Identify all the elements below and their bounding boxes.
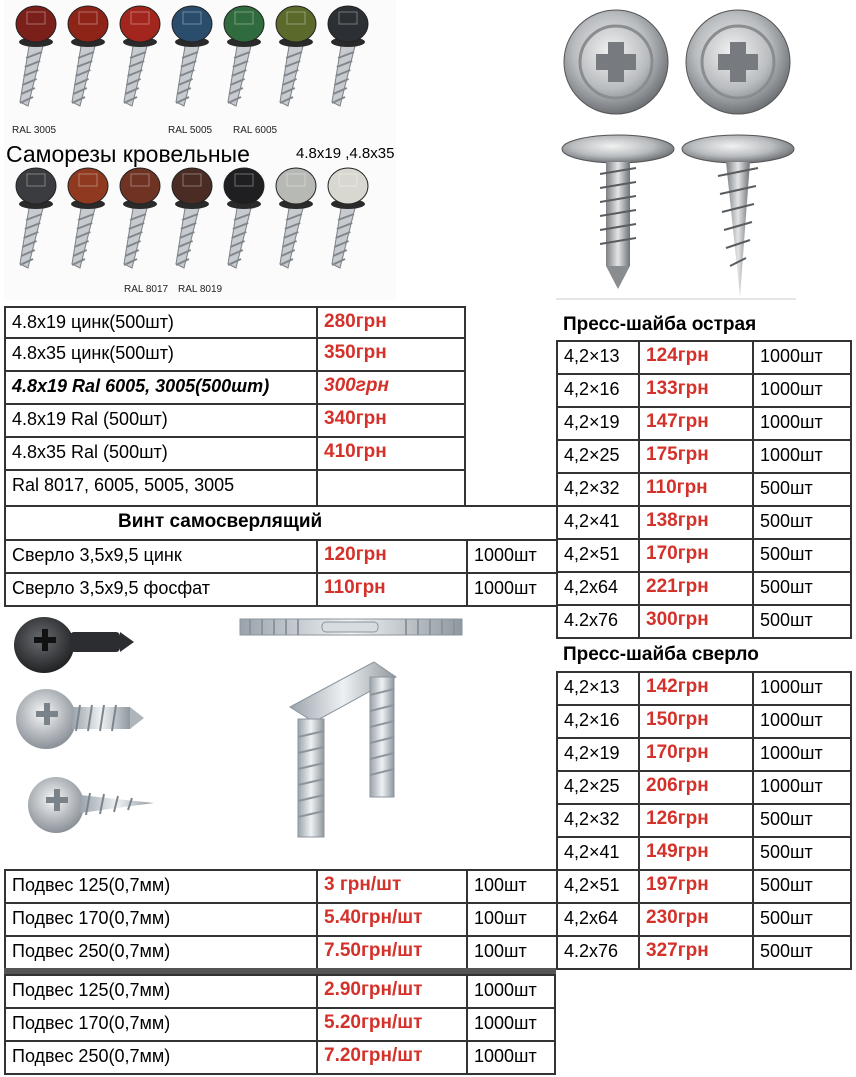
press-drill-row-6-price: 149грн: [638, 836, 754, 871]
roofing-title: Саморезы кровельные: [6, 141, 250, 167]
press-drill-row-5-price: 126грн: [638, 803, 754, 838]
hanger-bulk-row-1-name: Подвес 125(0,7мм): [4, 974, 318, 1009]
drill-screw-title: Винт самосверлящий: [118, 511, 323, 532]
drill-row-2-name: Сверло 3,5x9,5 фосфат: [4, 572, 318, 607]
roofing-row-1-name: 4.8x19 цинк(500шт): [4, 306, 318, 339]
roofing-row-4-name: 4.8x19 Ral (500шт): [4, 403, 318, 438]
press-sharp-row-4-qty: 1000шт: [752, 439, 852, 474]
roofing-row-3-name: 4.8x19 Ral 6005, 3005(500шт): [4, 370, 318, 405]
press-drill-row-2-size: 4,2×16: [556, 704, 640, 739]
roofing-row-6-price: [316, 469, 466, 507]
press-sharp-row-3-size: 4,2×19: [556, 406, 640, 441]
press-sharp-row-7-price: 170грн: [638, 538, 754, 573]
press-sharp-row-3-price: 147грн: [638, 406, 754, 441]
ral-label-8017: RAL 8017: [124, 284, 169, 295]
press-drill-title: Пресс-шайба сверло: [563, 644, 759, 665]
press-drill-row-4-qty: 1000шт: [752, 770, 852, 805]
press-sharp-row-4-price: 175грн: [638, 439, 754, 474]
roofing-screws-photo: [4, 0, 396, 300]
press-drill-row-9-price: 327грн: [638, 935, 754, 970]
drill-row-2-qty: 1000шт: [466, 572, 558, 607]
press-sharp-row-5-size: 4,2×32: [556, 472, 640, 507]
roofing-row-5-price: 410грн: [316, 436, 466, 471]
roofing-row-3-price: 300грн: [316, 370, 466, 405]
press-sharp-row-2-qty: 1000шт: [752, 373, 852, 408]
drill-row-1-name: Сверло 3,5x9,5 цинк: [4, 539, 318, 574]
screws-and-hanger-illustration: [4, 607, 558, 869]
hanger-bulk-row-2-price: 5.20грн/шт: [316, 1007, 468, 1042]
press-drill-row-7-size: 4,2×51: [556, 869, 640, 904]
roofing-row-2-price: 350грн: [316, 337, 466, 372]
press-drill-row-3-price: 170грн: [638, 737, 754, 772]
drill-row-2-price: 110грн: [316, 572, 468, 607]
press-drill-row-9-qty: 500шт: [752, 935, 852, 970]
press-sharp-title: Пресс-шайба острая: [563, 314, 757, 335]
drill-row-1-qty: 1000шт: [466, 539, 558, 574]
press-drill-row-2-qty: 1000шт: [752, 704, 852, 739]
press-sharp-row-7-qty: 500шт: [752, 538, 852, 573]
ral-label-6005: RAL 6005: [233, 125, 278, 136]
press-sharp-row-6-qty: 500шт: [752, 505, 852, 540]
hanger-bulk-row-1-price: 2.90грн/шт: [316, 974, 468, 1009]
press-drill-row-5-size: 4,2×32: [556, 803, 640, 838]
hanger-unit-row-1-qty: 100шт: [466, 869, 558, 904]
press-drill-row-6-size: 4,2×41: [556, 836, 640, 871]
press-drill-row-2-price: 150грн: [638, 704, 754, 739]
roofing-row-2-name: 4.8x35 цинк(500шт): [4, 337, 318, 372]
press-sharp-row-2-size: 4,2×16: [556, 373, 640, 408]
press-drill-row-8-price: 230грн: [638, 902, 754, 937]
press-drill-row-8-size: 4,2x64: [556, 902, 640, 937]
press-drill-row-3-size: 4,2×19: [556, 737, 640, 772]
press-sharp-row-9-price: 300грн: [638, 604, 754, 639]
press-drill-row-3-qty: 1000шт: [752, 737, 852, 772]
hanger-unit-row-1-price: 3 грн/шт: [316, 869, 468, 904]
press-sharp-row-6-price: 138грн: [638, 505, 754, 540]
hanger-bulk-row-3-price: 7.20грн/шт: [316, 1040, 468, 1075]
hanger-bulk-row-3-qty: 1000шт: [466, 1040, 556, 1075]
press-sharp-row-1-qty: 1000шт: [752, 340, 852, 375]
press-sharp-row-9-qty: 500шт: [752, 604, 852, 639]
press-drill-row-9-size: 4.2x76: [556, 935, 640, 970]
press-sharp-row-1-size: 4,2×13: [556, 340, 640, 375]
ral-label-3005: RAL 3005: [12, 125, 57, 136]
press-drill-row-5-qty: 500шт: [752, 803, 852, 838]
press-sharp-row-5-price: 110грн: [638, 472, 754, 507]
press-drill-row-1-price: 142грн: [638, 671, 754, 706]
ral-label-5005: RAL 5005: [168, 125, 213, 136]
press-sharp-row-8-qty: 500шт: [752, 571, 852, 606]
press-drill-row-1-size: 4,2×13: [556, 671, 640, 706]
press-sharp-row-4-size: 4,2×25: [556, 439, 640, 474]
hanger-bulk-row-2-name: Подвес 170(0,7мм): [4, 1007, 318, 1042]
press-drill-row-4-size: 4,2×25: [556, 770, 640, 805]
press-drill-row-8-qty: 500шт: [752, 902, 852, 937]
press-drill-row-7-qty: 500шт: [752, 869, 852, 904]
hanger-unit-row-2-price: 5.40грн/шт: [316, 902, 468, 937]
hanger-unit-row-1-name: Подвес 125(0,7мм): [4, 869, 318, 904]
roofing-row-4-price: 340грн: [316, 403, 466, 438]
press-sharp-row-6-size: 4,2×41: [556, 505, 640, 540]
roofing-row-6-name: Ral 8017, 6005, 5005, 3005: [4, 469, 318, 507]
press-drill-row-6-qty: 500шт: [752, 836, 852, 871]
screws-and-hanger-photo: [4, 607, 558, 869]
press-sharp-row-9-size: 4.2x76: [556, 604, 640, 639]
drill-row-1-price: 120грн: [316, 539, 468, 574]
press-sharp-row-1-price: 124грн: [638, 340, 754, 375]
hanger-bulk-row-2-qty: 1000шт: [466, 1007, 556, 1042]
press-sharp-row-8-price: 221грн: [638, 571, 754, 606]
hanger-bulk-row-3-name: Подвес 250(0,7мм): [4, 1040, 318, 1075]
roofing-sizes: 4.8x19 ,4.8x35: [296, 145, 395, 162]
press-sharp-row-7-size: 4,2×51: [556, 538, 640, 573]
press-drill-row-1-qty: 1000шт: [752, 671, 852, 706]
press-sharp-row-2-price: 133грн: [638, 373, 754, 408]
hanger-unit-row-3-price: 7.50грн/шт: [316, 935, 468, 970]
hanger-bulk-row-1-qty: 1000шт: [466, 974, 556, 1009]
press-drill-row-7-price: 197грн: [638, 869, 754, 904]
press-washer-illustration: [556, 4, 796, 300]
hanger-unit-row-2-qty: 100шт: [466, 902, 558, 937]
press-sharp-row-5-qty: 500шт: [752, 472, 852, 507]
press-sharp-row-3-qty: 1000шт: [752, 406, 852, 441]
press-drill-row-4-price: 206грн: [638, 770, 754, 805]
press-sharp-row-8-size: 4,2x64: [556, 571, 640, 606]
roofing-row-1-price: 280грн: [316, 306, 466, 339]
ral-label-8019: RAL 8019: [178, 284, 223, 295]
press-washer-photo: [556, 4, 796, 300]
hanger-unit-row-3-name: Подвес 250(0,7мм): [4, 935, 318, 970]
hanger-unit-row-2-name: Подвес 170(0,7мм): [4, 902, 318, 937]
roofing-row-5-name: 4.8x35 Ral (500шт): [4, 436, 318, 471]
hanger-unit-row-3-qty: 100шт: [466, 935, 558, 970]
